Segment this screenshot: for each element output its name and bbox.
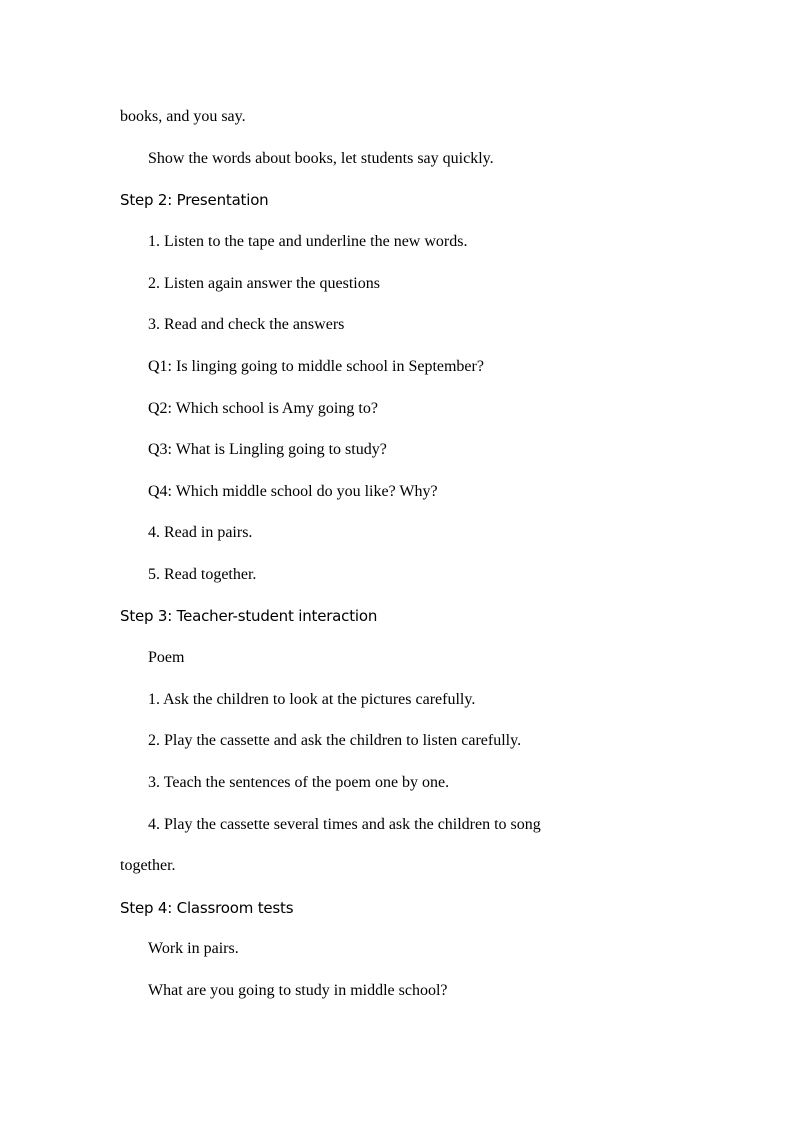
step2-item-2: 2. Listen again answer the questions [148,275,380,292]
intro-continuation: books, and you say. [120,108,246,125]
intro-instruction: Show the words about books, let students say quickly. [148,150,494,167]
step3-item-1: 1. Ask the children to look at the pictures carefully. [148,691,476,708]
step3-item-4-continuation: together. [120,857,176,874]
step4-heading: Step 4: Classroom tests [120,899,294,917]
step2-item-3: 3. Read and check the answers [148,316,345,333]
step3-item-2: 2. Play the cassette and ask the children to listen carefully. [148,732,522,749]
step3-heading: Step 3: Teacher-student interaction [120,607,378,625]
step2-question-1: Q1: Is linging going to middle school in September? [148,358,484,375]
step2-heading: Step 2: Presentation [120,191,269,209]
step2-item-4: 4. Read in pairs. [148,524,253,541]
step2-item-1: 1. Listen to the tape and underline the new words. [148,233,468,250]
step3-item-3: 3. Teach the sentences of the poem one by one. [148,774,450,791]
step4-line-2: What are you going to study in middle school? [148,982,448,999]
step4-line-1: Work in pairs. [148,940,239,957]
step2-item-5: 5. Read together. [148,566,257,583]
step3-item-4: 4. Play the cassette several times and ask the children to song [148,816,541,833]
step2-question-2: Q2: Which school is Amy going to? [148,400,378,417]
step2-question-4: Q4: Which middle school do you like? Why? [148,483,438,500]
step2-question-3: Q3: What is Lingling going to study? [148,441,387,458]
step3-subheading: Poem [148,649,185,666]
